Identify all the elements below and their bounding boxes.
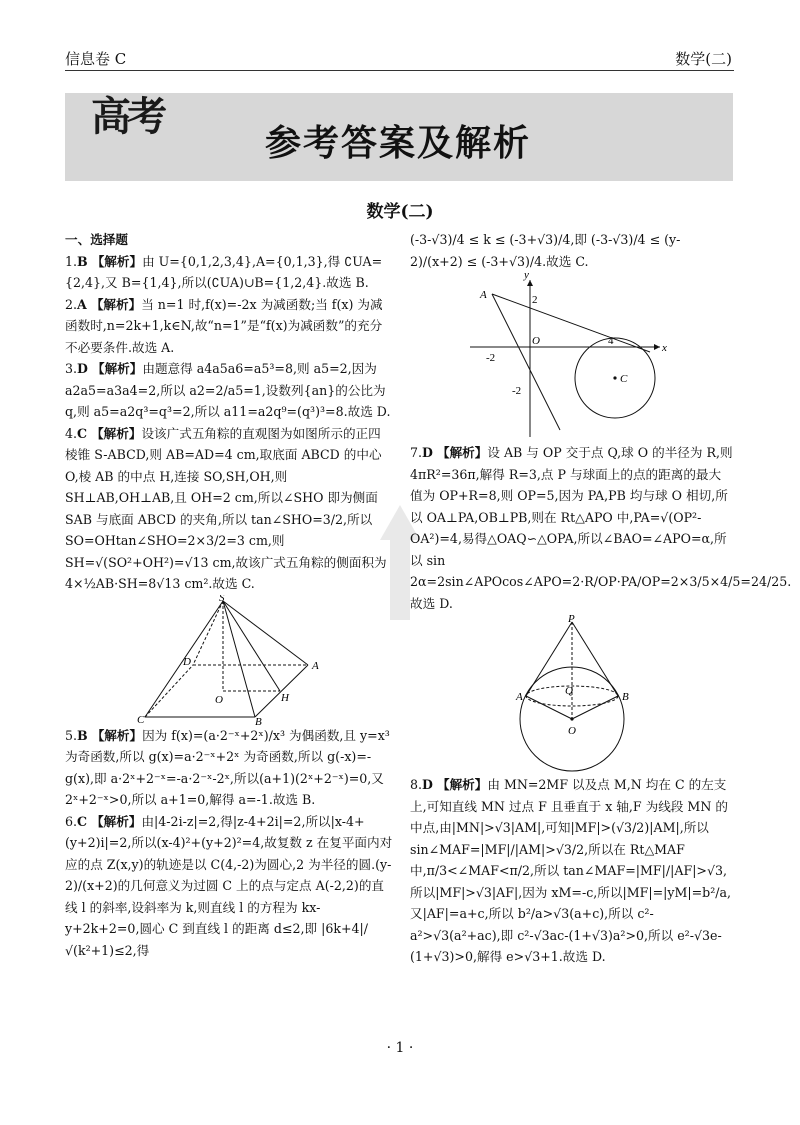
answer: A (77, 296, 87, 312)
tick-4: 4 (608, 335, 614, 347)
title-banner (65, 93, 733, 181)
label-H: H (281, 691, 289, 704)
pyramid-figure (65, 595, 393, 725)
question-2: 2.A 【解析】当 n=1 时,f(x)=-2x 为减函数;当 f(x) 为减函数时,n=2k+1,k∈N,故“n=1”是“f(x)为减函数”的充分不必要条件.故选 A. (65, 296, 383, 355)
label-P: P (568, 614, 575, 625)
logo: 高考 (91, 93, 163, 140)
label-O: O (532, 335, 540, 347)
label-y-axis: y (524, 272, 529, 281)
label-B: B (255, 715, 262, 725)
answer: D (422, 445, 433, 460)
tick-2: 2 (532, 294, 538, 306)
question-6: 6.C 【解析】由|4-2i-z|=2,得|z-4+2i|=2,所以|x-4+(y+2)i|=2,所以(x-4)²+(y+2)²=4,故复数 z 在复平面内对应的点 Z(x,y)的轨迹是以 C(4,-2)为圆心,2 为半径的圆.(y-2)/(x+2)的几何意义为过圆 C 上的点与定点 A(-2,2)的直线 l 的斜率,设斜率为 k,则直线 l 的方程为 kx-y+2k+2=0,圆心 C 到直线 l 的距离 d≤2,即 |6k+4|/√(k²+1)≤2,得 (65, 813, 393, 958)
subject-title: 数学(二) (366, 202, 434, 222)
answer: D (422, 777, 433, 792)
label-D: D (183, 655, 191, 668)
label-x-axis: x (662, 342, 667, 354)
left-column (65, 229, 393, 961)
answer: B (77, 727, 88, 743)
label-A: A (480, 289, 487, 301)
label-O: O (568, 725, 576, 737)
coordinate-figure (410, 272, 733, 442)
answer: C (77, 425, 88, 441)
cone-sphere-figure (410, 614, 733, 774)
question-3: 3.D 【解析】由题意得 a4a5a6=a5³=8,则 a5=2,因为 a2a5=a3a4=2,所以 a2=2/a5=1,设数列{an}的公比为 q,则 a5=a2q³=q³=2,所以 a11=a2q⁹=(q³)³=8.故选 D. (65, 361, 391, 419)
question-4: 4.C 【解析】设该广式五角粽的直观图为如图所示的正四棱锥 S-ABCD,则 AB=AD=4 cm,取底面 ABCD 的中心 O,棱 AB 的中点 H,连接 SO,SH,OH,则 SH⊥AB,OH⊥AB,且 OH=2 cm,所以∠SHO 即为侧面 SAB 与底面 ABCD 的夹角,所以 tan∠SHO=3/2,所以 SO=OHtan∠SHO=2×3/2=3 cm,则 SH=√(SO²+OH²)=√13 cm,故该广式五角粽的侧面积为 4×½AB·SH=8√13 cm².故选 C. (65, 425, 387, 591)
question-7: 7.D 【解析】设 AB 与 OP 交于点 Q,球 O 的半径为 R,则 4πR²=36π,解得 R=3,点 P 与球面上的点的距离的最大值为 OP+R=8,则 OP=5,因为 PA,PB 均与球 O 相切,所以 OA⊥PA,OB⊥PB,则在 Rt△APO 中,PA=√(OP²-OA²)=4,易得△OAQ∽△OPA,所以∠BAO=∠APO=α,所以 sin 2α=2sin∠APOcos∠APO=2·R/OP·PA/OP=2×3/5×4/5=24/25.故选 D. (410, 445, 792, 611)
label-O: O (215, 693, 223, 706)
question-1: 1.B 【解析】由 U={0,1,2,3,4},A={0,1,3},得 ∁UA={2,4},又 B={1,4},所以(∁UA)∪B={1,2,4}.故选 B. (65, 253, 383, 290)
header-left: 信息卷 C (65, 50, 127, 68)
label-A: A (516, 691, 523, 703)
section-title: 一、选择题 (65, 232, 128, 247)
page-number: · 1 · (386, 1040, 414, 1056)
label-B: B (622, 691, 629, 703)
answer: B (77, 253, 88, 269)
label-C: C (137, 713, 145, 725)
label-A: A (312, 659, 319, 672)
question-8: 8.D 【解析】由 MN=2MF 以及点 M,N 均在 C 的左支上,可知直线 MN 过点 F 且垂直于 x 轴,F 为线段 MN 的中点,由|MN|>√3|AM|,可知|MF|>(√3/2)|AM|,所以 sin∠MAF=|MF|/|AM|>√3/2,所以在 Rt△MAF 中,π/3<∠MAF<π/2,所以 tan∠MAF=|MF|/|AF|>√3,所以|MF|>√3|AF|,因为 xM=-c,所以|MF|=|yM|=b²/a,又|AF|=a+c,所以 b²/a>√3(a+c),所以 c²-a²>√3(a²+ac),即 c²-√3ac-(1+√3)a²>0,所以 e²-√3e-(1+√3)>0,解得 e>√3+1.故选 D. (410, 777, 732, 964)
banner-title: 参考答案及解析 (265, 123, 532, 164)
question-5: 5.B 【解析】因为 f(x)=(a·2⁻ˣ+2ˣ)/x³ 为偶函数,且 y=x³ 为奇函数,所以 g(x)=a·2⁻ˣ+2ˣ 为奇函数,所以 g(-x)=-g(x),即 a·2ˣ+2⁻ˣ=-a·2⁻ˣ-2ˣ,所以(a+1)(2ˣ+2⁻ˣ)=0,又 2ˣ+2⁻ˣ>0,所以 a+1=0,解得 a=-1.故选 B. (65, 727, 390, 807)
header-right: 数学(二) (675, 50, 732, 68)
answer: D (77, 361, 88, 376)
question-6-continued: (-3-√3)/4 ≤ k ≤ (-3+√3)/4,即 (-3-√3)/4 ≤ (y-2)/(x+2) ≤ (-3+√3)/4.故选 C. (410, 232, 681, 269)
tick-neg2-y: -2 (512, 385, 522, 397)
header-rule (65, 70, 734, 71)
right-column (410, 229, 792, 968)
label-Q: Q (565, 685, 573, 697)
page-header (0, 0, 800, 72)
answer: C (77, 813, 88, 829)
tick-neg2-x: -2 (486, 352, 496, 364)
label-S: S (219, 594, 225, 604)
label-C: C (620, 373, 628, 385)
